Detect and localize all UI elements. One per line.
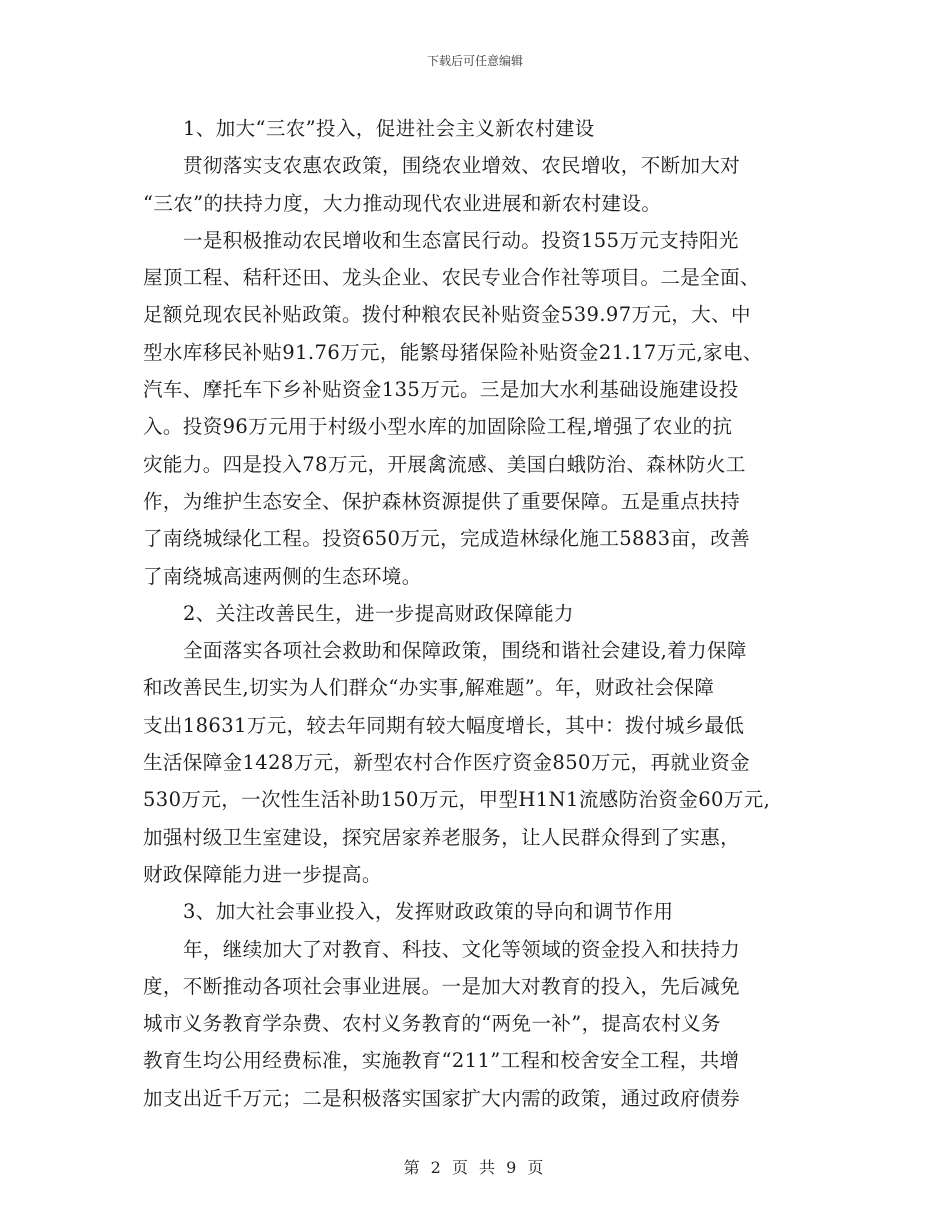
text-line: 2、关注改善民生，进一步提高财政保障能力 [183, 601, 574, 625]
text-line: 3、加大社会事业投入，发挥财政政策的导向和调节作用 [183, 900, 674, 924]
text-line: 和改善民生,切实为人们群众“办实事,解难题”。年，财政社会保障 [143, 676, 715, 700]
text-line: 屋顶工程、秸秆还田、龙头企业、农民专业合作社等项目。二是全面、 [143, 266, 760, 290]
text-line: 型水库移民补贴91.76万元，能繁母猪保险补贴资金21.17万元,家电、 [143, 340, 763, 364]
text-line: 贯彻落实支农惠农政策，围绕农业增效、农民增收，不断加大对 [183, 154, 741, 178]
text-line: 1、加大“三农”投入，促进社会主义新农村建设 [183, 117, 595, 140]
text-line: 作，为维护生态安全、保护森林资源提供了重要保障。五是重点扶持 [143, 489, 741, 513]
text-line: 年，继续加大了对教育、科技、文化等领域的资金投入和扶持力 [183, 937, 741, 961]
text-line: “三农”的扶持力度，大力推动现代农业进展和新农村建设。 [143, 191, 662, 215]
text-line: 教育生均公用经费标准，实施教育“211”工程和校舍安全工程，共增 [143, 1049, 740, 1073]
text-line: 支出18631万元，较去年同期有较大幅度增长，其中：拨付城乡最低 [143, 713, 745, 737]
document-body [143, 110, 818, 1117]
text-line: 加支出近千万元；二是积极落实国家扩大内需的政策，通过政府债券 [143, 1086, 741, 1110]
text-line: 生活保障金1428万元，新型农村合作医疗资金850万元，再就业资金 [143, 751, 751, 775]
text-line: 城市义务教育学杂费、农村义务教育的“两免一补”，提高农村义务 [143, 1012, 721, 1036]
text-line: 全面落实各项社会救助和保障政策，围绕和谐社会建设,着力保障 [183, 639, 747, 663]
text-line: 了南绕城高速两侧的生态环境。 [143, 564, 422, 588]
text-line: 财政保障能力进一步提高。 [143, 862, 382, 886]
page-footer: 第 2 页 共 9 页 [403, 1158, 547, 1177]
page-header-note: 下载后可任意编辑 [426, 54, 523, 68]
text-line: 足额兑现农民补贴政策。拨付种粮农民补贴资金539.97万元，大、中 [143, 303, 751, 327]
text-line: 入。投资96万元用于村级小型水库的加固除险工程,增强了农业的抗 [143, 415, 733, 439]
text-line: 灾能力。四是投入78万元，开展禽流感、美国白蛾防治、森林防火工 [143, 452, 746, 476]
text-line: 加强村级卫生室建设，探究居家养老服务，让人民群众得到了实惠， [143, 825, 741, 849]
text-line: 汽车、摩托车下乡补贴资金135万元。三是加大水利基础设施建设投 [143, 378, 739, 402]
text-line: 一是积极推动农民增收和生态富民行动。投资155万元支持阳光 [183, 228, 739, 252]
text-line: 了南绕城绿化工程。投资650万元，完成造林绿化施工5883亩，改善 [143, 527, 751, 551]
text-line: 度，不断推动各项社会事业进展。一是加大对教育的投入，先后减免 [143, 974, 741, 998]
text-line: 530万元，一次性生活补助150万元，甲型H1N1流感防治资金60万元, [143, 788, 771, 812]
